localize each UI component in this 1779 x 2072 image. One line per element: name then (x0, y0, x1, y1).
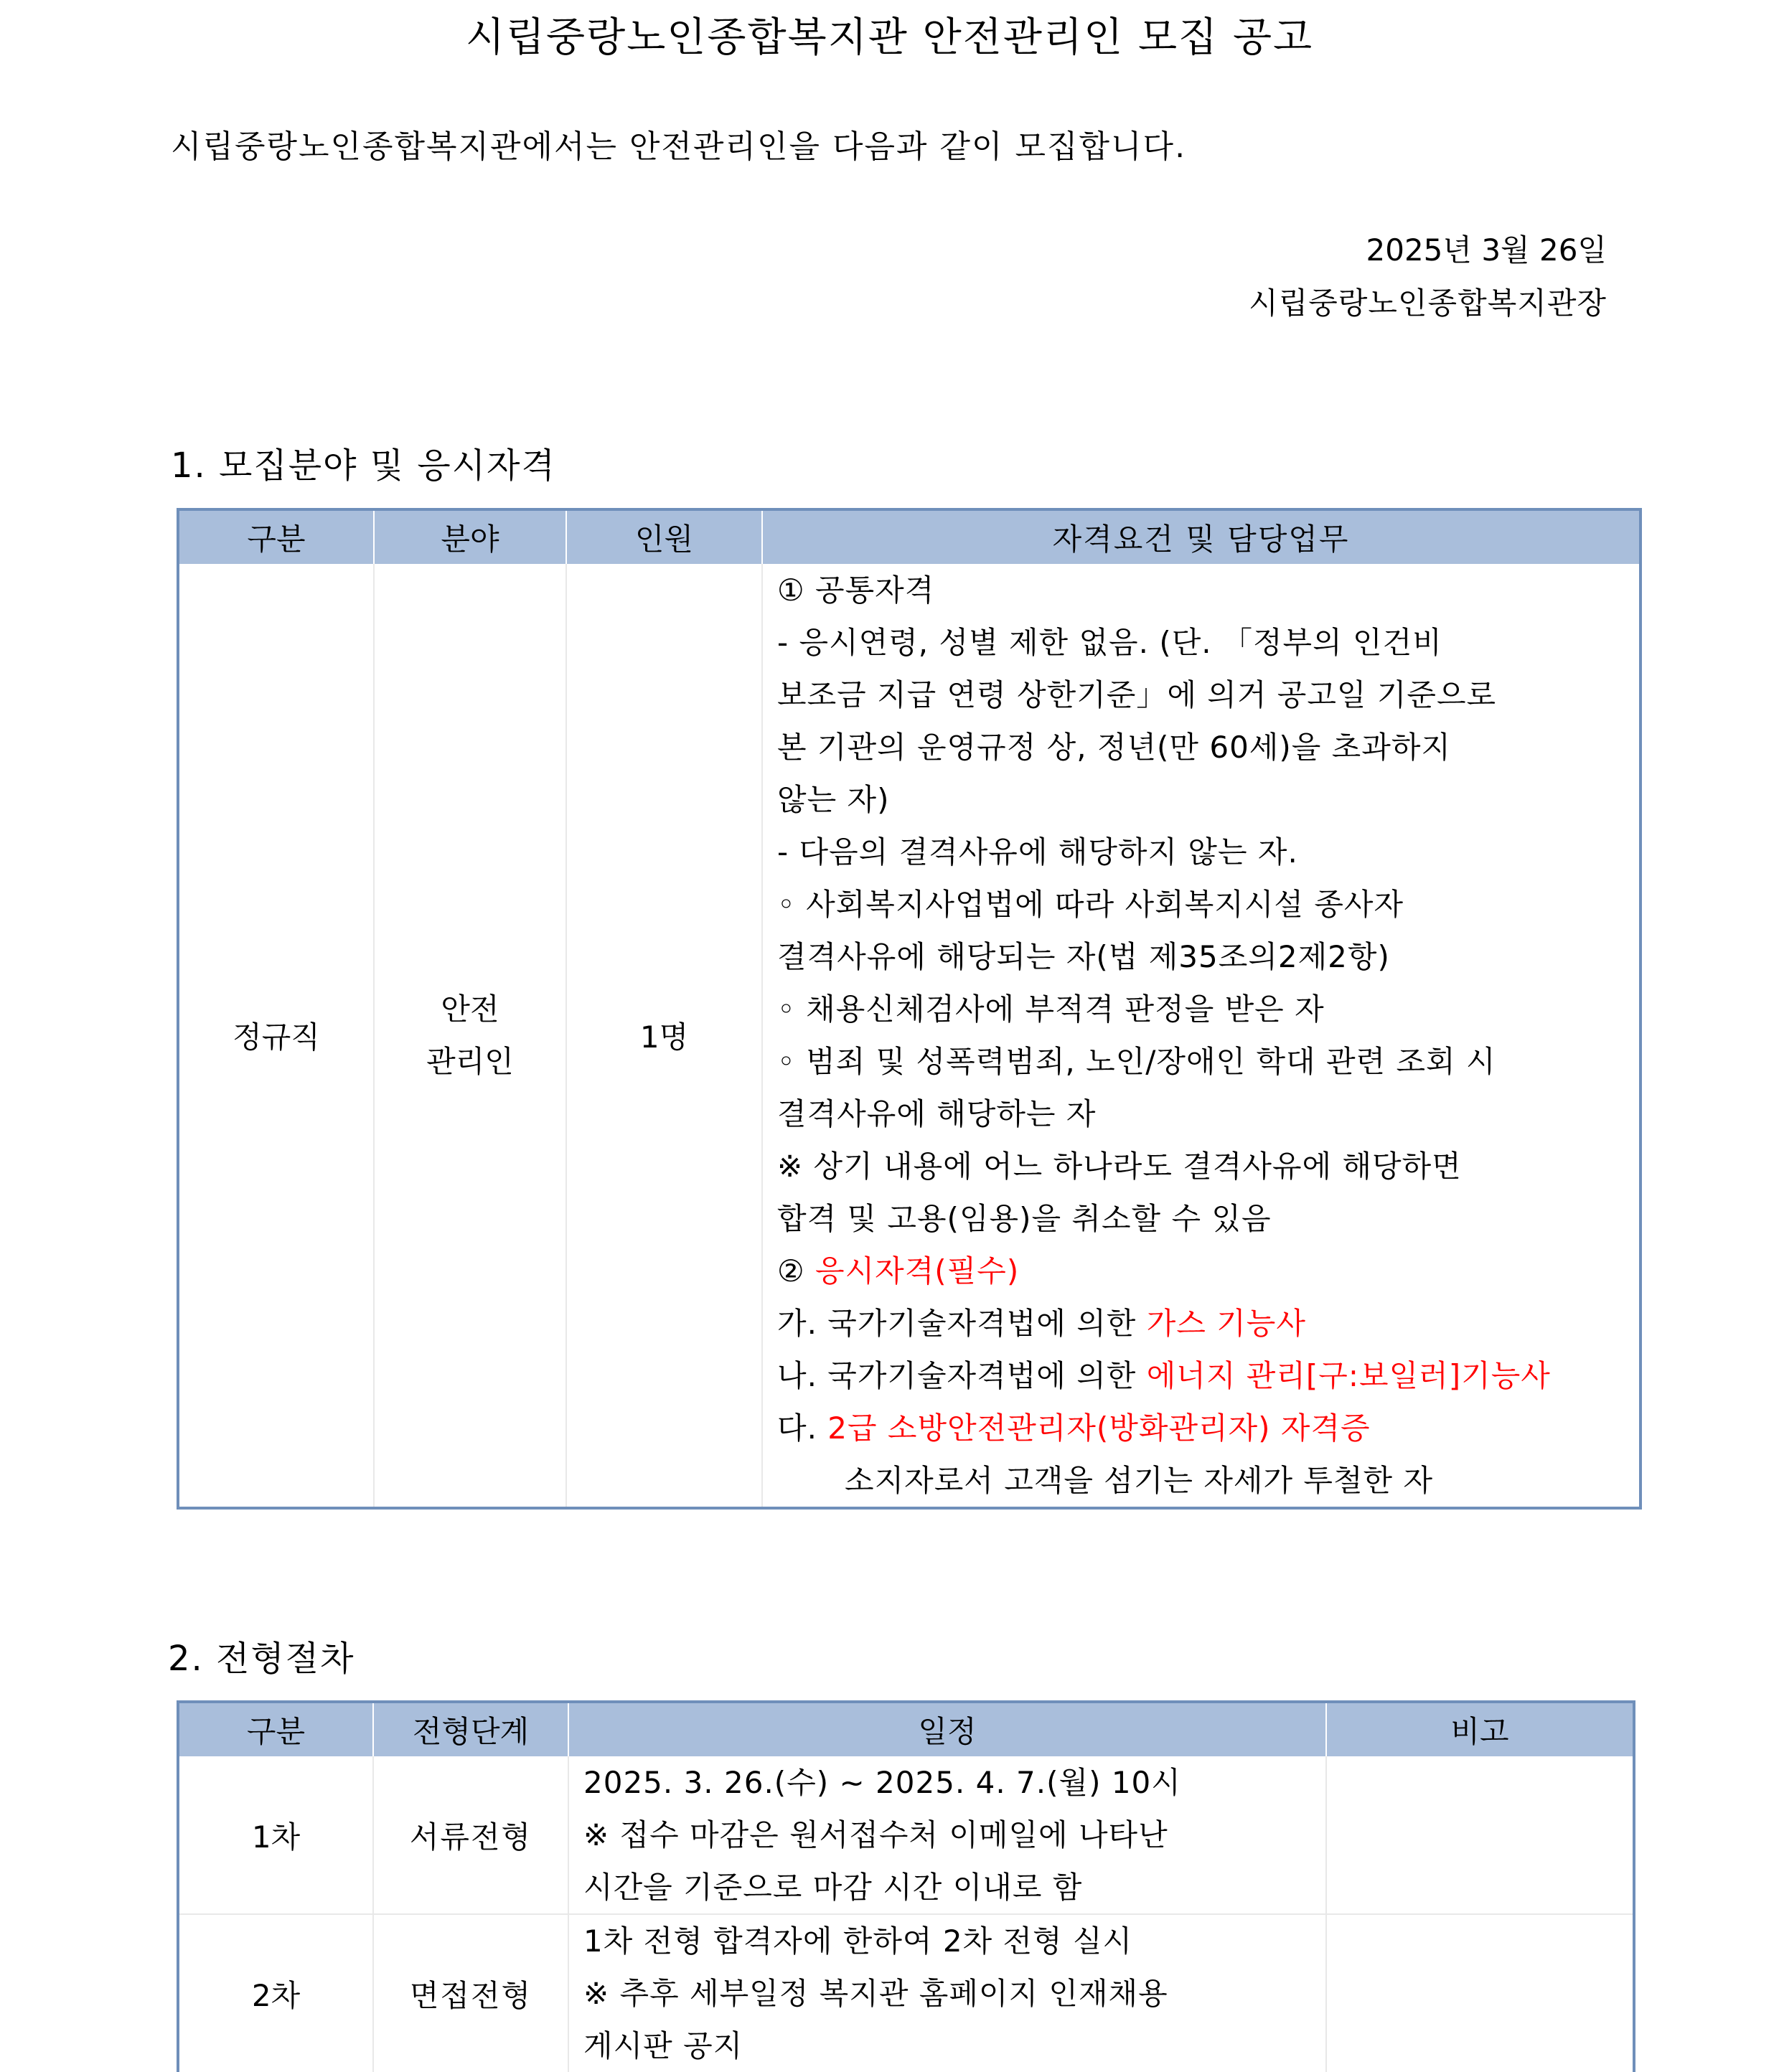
employment-type: 정규직 (233, 1019, 320, 1055)
notice-date: 2025년 3월 26일 (1366, 232, 1607, 268)
header-schedule: 일정 (568, 1702, 1326, 1756)
stage-name: 면접전형 (373, 1914, 568, 2072)
header-field: 분야 (374, 509, 566, 564)
page-title: 시립중랑노인종합복지관 안전관리인 모집 공고 (465, 14, 1314, 61)
table-header-row (178, 1702, 1634, 1756)
qual-line: ◦ 범죄 및 성폭력범죄, 노인/장애인 학대 관련 조회 시 (777, 1044, 1496, 1079)
header-stage: 전형단계 (373, 1702, 568, 1756)
schedule-line: 게시판 공지 (583, 2028, 743, 2063)
issuer-name: 시립중랑노인종합복지관장 (1249, 286, 1607, 321)
qual-line: 합격 및 고용(임용)을 취소할 수 있음 (777, 1201, 1272, 1236)
schedule-cell (568, 1756, 1326, 1914)
required-number: ② (777, 1253, 816, 1289)
qual-prefix: 다. (777, 1411, 828, 1446)
intro-text: 시립중랑노인종합복지관에서는 안전관리인을 다음과 같이 모집합니다. (171, 128, 1187, 165)
qual-line: - 응시연령, 성별 제한 없음. (단. 「정부의 인건비 (777, 625, 1442, 660)
required-label: 응시자격(필수) (815, 1253, 1020, 1289)
qual-line: - 다음의 결격사유에 해당하지 않는 자. (777, 834, 1298, 870)
qual-line: 본 기관의 운영규정 상, 정년(만 60세)을 초과하지 (777, 730, 1451, 765)
qual-prefix: 가. 국가기술자격법에 의한 (777, 1306, 1147, 1341)
header-count: 인원 (566, 509, 762, 564)
section2-heading: 2. 전형절차 (168, 1639, 355, 1679)
qual-line: ◦ 채용신체검사에 부적격 판정을 받은 자 (777, 992, 1325, 1027)
field-line: 안전 (441, 992, 499, 1027)
stage-order: 2차 (251, 1977, 301, 2013)
qual-line: 않는 자) (777, 782, 890, 817)
header-qualifications: 자격요건 및 담당업무 (762, 509, 1640, 564)
schedule-cell (568, 1914, 1326, 2072)
qual-line (777, 1297, 1639, 1350)
schedule-line: 2025. 3. 26.(수) ~ 2025. 4. 7.(월) 10시 (583, 1765, 1181, 1800)
section1-heading: 1. 모집분야 및 응시자격 (171, 446, 556, 486)
qual-line: ※ 상기 내용에 어느 하나라도 결격사유에 해당하면 (777, 1149, 1462, 1184)
qual-line: ① 공통자격 (777, 573, 935, 608)
qual-line: 보조금 지급 연령 상한기준」에 의거 공고일 기준으로 (777, 677, 1497, 712)
qual-highlight: 가스 기능사 (1146, 1306, 1306, 1341)
recruitment-table (177, 508, 1642, 1510)
header-note: 비고 (1326, 1702, 1634, 1756)
qualifications-cell (762, 564, 1640, 1508)
table-row (178, 564, 1640, 1508)
qual-prefix: 나. 국가기술자격법에 의한 (777, 1358, 1147, 1393)
note-cell (1326, 1756, 1634, 1914)
table-header-row (178, 509, 1640, 564)
table-row (178, 1914, 1634, 2072)
stage-name: 서류전형 (373, 1756, 568, 1914)
header-order: 구분 (178, 1702, 373, 1756)
qual-line: 결격사유에 해당되는 자(법 제35조의2제2항) (777, 939, 1390, 974)
field-cell (374, 564, 566, 1508)
qual-line (777, 1402, 1639, 1454)
required-qual-heading (777, 1245, 1639, 1297)
stage-order: 1차 (178, 1756, 373, 1914)
field-line: 관리인 (426, 1044, 514, 1079)
qual-highlight: 2급 소방안전관리자(방화관리자) 자격증 (827, 1411, 1371, 1446)
schedule-line: ※ 접수 마감은 원서접수처 이메일에 나타난 (583, 1817, 1168, 1852)
selection-process-table (177, 1700, 1635, 2072)
headcount: 1명 (566, 564, 762, 1508)
qual-line (777, 1350, 1639, 1402)
schedule-line: 1차 전형 합격자에 한하여 2차 전형 실시 (583, 1923, 1133, 1959)
table-row (178, 1756, 1634, 1914)
qual-line: 결격사유에 해당하는 자 (777, 1096, 1097, 1131)
qual-highlight: 에너지 관리[구:보일러]기능사 (1146, 1358, 1551, 1393)
qual-line: ◦ 사회복지사업법에 따라 사회복지시설 종사자 (777, 887, 1404, 922)
schedule-line: 시간을 기준으로 마감 시간 이내로 함 (583, 1870, 1083, 1905)
note-cell (1326, 1914, 1634, 2072)
schedule-line: ※ 추후 세부일정 복지관 홈페이지 인재채용 (583, 1976, 1168, 2011)
qual-line: 소지자로서 고객을 섬기는 자세가 투철한 자 (845, 1463, 1434, 1498)
header-category: 구분 (178, 509, 374, 564)
